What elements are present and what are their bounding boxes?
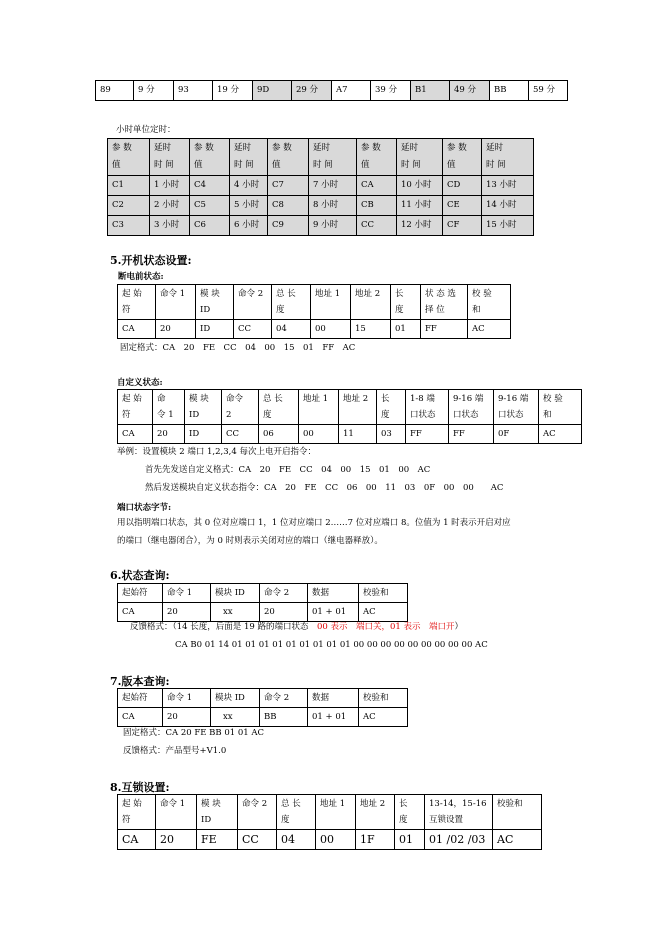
cmd-value: CA <box>118 425 153 444</box>
section7-title: 7.版本查询: <box>110 675 170 688</box>
cmd-value: 01 <box>391 320 421 339</box>
cmd-value: xx <box>211 708 260 727</box>
hour-cell: C2 <box>108 196 150 216</box>
cmd-value: xx <box>211 603 260 622</box>
port-status-legend: 00 表示 端口关，01 表示 端口开 <box>317 622 455 632</box>
hour-cell: 10 小时 <box>397 176 443 196</box>
cmd-header: 起始符 <box>118 689 163 708</box>
cmd-value: CA <box>118 708 163 727</box>
cmd-value: CA <box>118 830 156 850</box>
cmd-header: 数据 <box>308 584 359 603</box>
cmd-header: 总 长 度 <box>259 390 299 425</box>
cmd-header: 校验和 <box>493 795 542 830</box>
hour-cell: CD <box>443 176 482 196</box>
cmd-value: 01 + 01 <box>308 708 359 727</box>
version-query-table <box>117 688 408 727</box>
cmd-value: 00 <box>299 425 339 444</box>
cmd-value: 1F <box>356 830 395 850</box>
cmd-header: 9-16 端 口状态 <box>494 390 539 425</box>
cmd-header: 校 验 和 <box>468 285 511 320</box>
hour-cell: 3 小时 <box>150 216 190 236</box>
cmd-value: 01 <box>395 830 425 850</box>
hour-cell: CE <box>443 196 482 216</box>
cmd-header: 地址 2 <box>356 795 395 830</box>
cmd-header: 模块 ID <box>211 584 260 603</box>
cmd-header: 起始符 <box>118 584 163 603</box>
cmd-value: AC <box>468 320 511 339</box>
hour-cell: 11 小时 <box>397 196 443 216</box>
example-step-1: 首先先发送自定义格式：CA 20 FE CC 04 00 15 01 00 AC <box>145 465 431 475</box>
cmd-value: 20 <box>156 320 196 339</box>
cmd-header: 命令 2 <box>234 285 272 320</box>
cmd-value: 20 <box>156 830 197 850</box>
cmd-value: AC <box>493 830 542 850</box>
cmd-header: 命 令 1 <box>153 390 185 425</box>
cmd-header: 命令 1 <box>163 689 211 708</box>
cmd-header: 模 块 ID <box>197 795 238 830</box>
cmd-value: AC <box>359 708 408 727</box>
version-feedback: 反馈格式：产品型号+V1.0 <box>123 746 227 756</box>
cmd-header: 命令 2 <box>260 584 308 603</box>
minute-cell: A7 <box>332 81 371 101</box>
power-off-state-table <box>117 284 511 339</box>
cmd-value: FF <box>449 425 494 444</box>
cmd-header: 9-16 端 口状态 <box>449 390 494 425</box>
cmd-header: 模 块 ID <box>185 390 222 425</box>
custom-state-label: 自定义状态: <box>117 378 163 388</box>
hour-header: 参 数 值 <box>443 139 482 176</box>
cmd-header: 状 态 选 择 位 <box>421 285 468 320</box>
cmd-value: ID <box>185 425 222 444</box>
status-query-table <box>117 583 408 622</box>
cmd-header: 命令 1 <box>163 584 211 603</box>
power-off-state-label: 断电前状态: <box>118 272 164 282</box>
hour-cell: C5 <box>190 196 230 216</box>
hour-cell: 5 小时 <box>230 196 268 216</box>
hour-header: 延时 时 间 <box>230 139 268 176</box>
hour-table <box>107 138 534 236</box>
interlock-table <box>117 794 542 850</box>
cmd-value: 15 <box>351 320 391 339</box>
hour-cell: C4 <box>190 176 230 196</box>
cmd-value: 00 <box>316 830 356 850</box>
cmd-header: 地址 2 <box>351 285 391 320</box>
cmd-header: 命令 1 <box>156 285 196 320</box>
cmd-header: 命令 2 <box>222 390 259 425</box>
cmd-header: 长 度 <box>395 795 425 830</box>
cmd-value: CC <box>238 830 277 850</box>
cmd-value: FF <box>406 425 449 444</box>
hour-unit-label: 小时单位定时： <box>116 125 176 135</box>
section6-title: 6.状态查询: <box>110 569 170 582</box>
example-step-2: 然后发送模块自定义状态指令：CA 20 FE CC 06 00 11 03 0F 00 00 AC <box>145 483 504 493</box>
cmd-value: 00 <box>311 320 351 339</box>
cmd-header: 13-14，15-16 互锁设置 <box>425 795 493 830</box>
cmd-value: ID <box>196 320 234 339</box>
hour-header: 延时 时 间 <box>397 139 443 176</box>
hour-header: 延时 时 间 <box>482 139 534 176</box>
minute-cell: 59 分 <box>529 81 568 101</box>
cmd-header: 起 始 符 <box>118 795 156 830</box>
hour-cell: CC <box>357 216 397 236</box>
cmd-value: 20 <box>163 603 211 622</box>
status-feedback-text: 反馈格式：（14 长度，后面是 19 路的端口状态 00 表示 端口关，01 表示 端口开） <box>130 622 464 632</box>
cmd-value: BB <box>260 708 308 727</box>
cmd-header: 1-8 端 口状态 <box>406 390 449 425</box>
hour-cell: 9 小时 <box>309 216 357 236</box>
hour-header: 参 数 值 <box>268 139 309 176</box>
hour-cell: C6 <box>190 216 230 236</box>
hour-cell: C9 <box>268 216 309 236</box>
minute-cell: 49 分 <box>450 81 490 101</box>
cmd-header: 命令 2 <box>260 689 308 708</box>
cmd-header: 校验和 <box>359 689 408 708</box>
minute-cell: 9 分 <box>134 81 174 101</box>
cmd-value: 03 <box>377 425 406 444</box>
cmd-value: CA <box>118 603 163 622</box>
cmd-header: 地址 1 <box>316 795 356 830</box>
hour-cell: 4 小时 <box>230 176 268 196</box>
custom-state-table <box>117 389 582 444</box>
section8-title: 8.互锁设置: <box>110 781 170 794</box>
cmd-value: 20 <box>163 708 211 727</box>
hour-header: 参 数 值 <box>190 139 230 176</box>
hour-cell: C7 <box>268 176 309 196</box>
minute-cell: 39 分 <box>371 81 411 101</box>
hour-cell: CB <box>357 196 397 216</box>
section5-title: 5.开机状态设置: <box>110 254 192 267</box>
cmd-header: 地址 1 <box>299 390 339 425</box>
cmd-header: 校 验 和 <box>539 390 582 425</box>
hour-cell: C1 <box>108 176 150 196</box>
minute-cell: 29 分 <box>292 81 332 101</box>
hour-cell: CA <box>357 176 397 196</box>
minute-cell: 89 <box>96 81 134 101</box>
hour-header: 参 数 值 <box>108 139 150 176</box>
hour-cell: C8 <box>268 196 309 216</box>
hour-header: 延时 时 间 <box>309 139 357 176</box>
cmd-value: 20 <box>260 603 308 622</box>
cmd-header: 长 度 <box>391 285 421 320</box>
port-byte-desc-1: 用以指明端口状态，其 0 位对应端口 1，1 位对应端口 2……7 位对应端口 8。位值为 1 时表示开启对应 <box>117 518 511 528</box>
cmd-value: 04 <box>272 320 311 339</box>
cmd-value: AC <box>359 603 408 622</box>
cmd-header: 校验和 <box>359 584 408 603</box>
cmd-value: 20 <box>153 425 185 444</box>
hour-cell: CF <box>443 216 482 236</box>
hour-cell: 8 小时 <box>309 196 357 216</box>
cmd-value: CC <box>234 320 272 339</box>
cmd-header: 起 始 符 <box>118 390 153 425</box>
hour-cell: 1 小时 <box>150 176 190 196</box>
example-text: 举例：设置模块 2 端口 1,2,3,4 每次上电开启指令： <box>117 447 316 457</box>
cmd-value: 0F <box>494 425 539 444</box>
cmd-header: 长 度 <box>377 390 406 425</box>
hour-cell: 7 小时 <box>309 176 357 196</box>
hour-cell: 14 小时 <box>482 196 534 216</box>
hour-header: 延时 时 间 <box>150 139 190 176</box>
cmd-value: 04 <box>277 830 316 850</box>
cmd-value: AC <box>539 425 582 444</box>
cmd-value: 11 <box>339 425 377 444</box>
cmd-value: CC <box>222 425 259 444</box>
cmd-value: 01 /02 /03 <box>425 830 493 850</box>
port-byte-desc-2: 的端口（继电器闭合），为 0 时则表示关闭对应的端口（继电器释放）。 <box>117 536 383 546</box>
hour-cell: 12 小时 <box>397 216 443 236</box>
minute-cell: 19 分 <box>213 81 253 101</box>
cmd-header: 模 块 ID <box>196 285 234 320</box>
hour-cell: 2 小时 <box>150 196 190 216</box>
cmd-value: 01 + 01 <box>308 603 359 622</box>
cmd-header: 地址 1 <box>311 285 351 320</box>
cmd-value: FF <box>421 320 468 339</box>
minute-cell: BB <box>490 81 529 101</box>
cmd-value: FE <box>197 830 238 850</box>
cmd-header: 起 始 符 <box>118 285 156 320</box>
hour-cell: 6 小时 <box>230 216 268 236</box>
cmd-value: 06 <box>259 425 299 444</box>
cmd-header: 数据 <box>308 689 359 708</box>
cmd-value: CA <box>118 320 156 339</box>
hour-header: 参 数 值 <box>357 139 397 176</box>
cmd-header: 模块 ID <box>211 689 260 708</box>
version-fixed-format: 固定格式：CA 20 FE BB 01 01 AC <box>123 728 265 738</box>
fixed-format-text: 固定格式：CA 20 FE CC 04 00 15 01 FF AC <box>120 343 356 353</box>
status-feedback-data: CA B0 01 14 01 01 01 01 01 01 01 01 01 00 00 00 00 00 00 00 00 00 AC <box>175 640 488 650</box>
cmd-header: 命令 2 <box>238 795 277 830</box>
cmd-header: 地址 2 <box>339 390 377 425</box>
hour-cell: C3 <box>108 216 150 236</box>
minute-cell: 9D <box>253 81 292 101</box>
port-byte-title: 端口状态字节: <box>117 503 172 513</box>
hour-cell: 15 小时 <box>482 216 534 236</box>
cmd-header: 总 长 度 <box>272 285 311 320</box>
cmd-header: 总 长 度 <box>277 795 316 830</box>
minute-cell: 93 <box>174 81 213 101</box>
cmd-header: 命令 1 <box>156 795 197 830</box>
hour-cell: 13 小时 <box>482 176 534 196</box>
minute-table <box>95 80 568 101</box>
minute-cell: B1 <box>411 81 450 101</box>
